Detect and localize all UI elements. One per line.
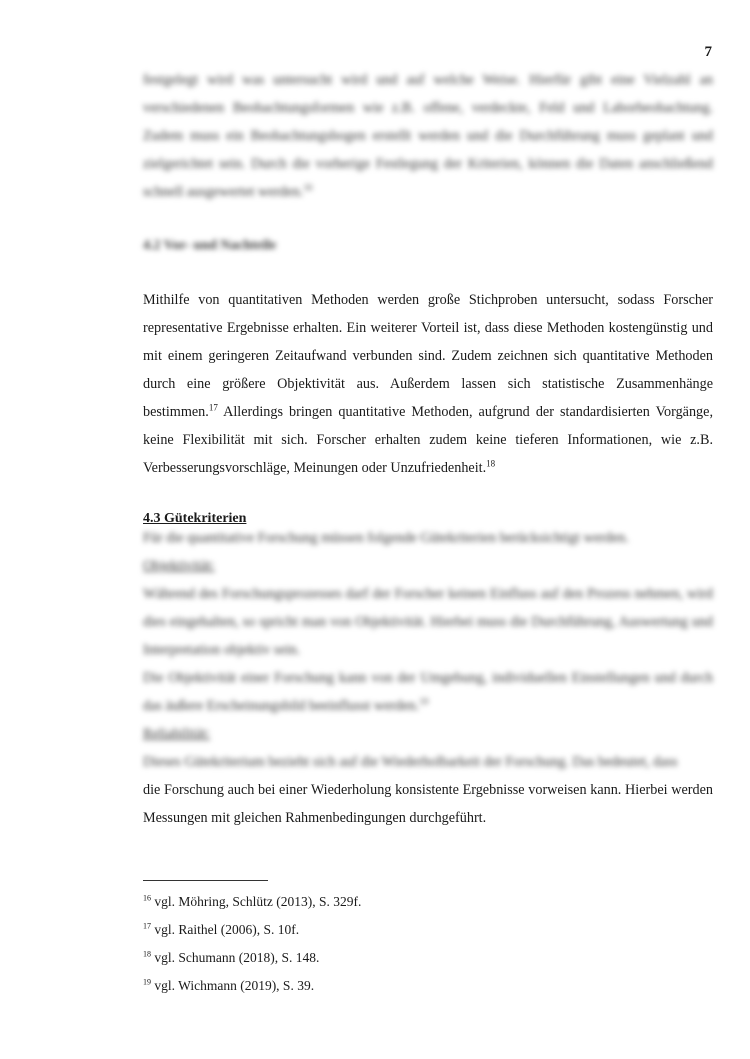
footnote-number: 16 (143, 893, 151, 903)
footnote-ref-18: 18 (486, 458, 496, 469)
footnote-number: 18 (143, 949, 151, 959)
section-4-2-paragraph (143, 286, 713, 482)
objectivity-label: Objektivität: (143, 558, 215, 574)
footnote-18 (143, 944, 713, 972)
footnote-ref-19: 19 (419, 696, 429, 707)
footnote-ref: 16 (303, 182, 313, 193)
section-heading-4-2: 4.2 Vor- und Nachteile (143, 238, 277, 253)
section-heading-4-3: 4.3 Gütekriterien (143, 511, 247, 526)
footnotes (143, 888, 713, 1000)
page-content (143, 66, 713, 832)
blurred-top-paragraph-text: festgelegt wird was untersucht wird und auf welche Weise. Hierfür gibt eine Vielzahl an verschiedenen Beobachtungsformen wie z.B. offene, verdeckte, Feld und Laborbeobachtung. Zudem muss ein Beobachtungsbogen erstellt werden und die Durchführung muss geplant und zielgerichtet sein. Durch die vorherige Festlegung der Kriterien, können die Daten anschließend schnell ausgewertet werden. (143, 72, 713, 200)
section-4-3-intro: Für die quantitative Forschung müssen folgende Gütekriterien berücksichtigt werden. (143, 530, 629, 546)
footnote-ref-17: 17 (208, 402, 218, 413)
objectivity-text-1: Während des Forschungsprozesses darf der Forscher keinen Einfluss auf den Prozess nehmen, wird dies eingehalten, so spricht man von Objektivität. Hierbei muss die Durchführung, Auswertung und Interpretation objektiv sein. (143, 586, 713, 658)
footnote-16 (143, 888, 713, 916)
footnote-separator (143, 880, 268, 881)
objectivity-text-2 (143, 664, 713, 720)
footnote-text: vgl. Wichmann (2019), S. 39. (151, 978, 315, 993)
objectivity-text-2-content: Die Objektivität einer Forschung kann von der Umgebung, individuellen Einstellungen und durch das äußere Erscheinungsbild beeinflusst werden. (143, 670, 713, 714)
footnote-number: 17 (143, 921, 151, 931)
reliability-text-blurred: Dieses Gütekriterium bezieht sich auf die Wiederholbarkeit der Forschung. Das bedeutet, dass (143, 754, 678, 770)
footnote-text: vgl. Raithel (2006), S. 10f. (151, 922, 300, 937)
footnote-19 (143, 972, 713, 1000)
footnote-number: 19 (143, 977, 151, 987)
reliability-label: Reliabilität: (143, 726, 210, 742)
footnote-text: vgl. Schumann (2018), S. 148. (151, 950, 320, 965)
reliability-text-visible: die Forschung auch bei einer Wiederholung konsistente Ergebnisse vorweisen kann. Hierbei werden Messungen mit gleichen Rahmenbedingungen durchgeführt. (143, 782, 713, 826)
paragraph-part-1: Mithilfe von quantitativen Methoden werden große Stichproben untersucht, sodass Forscher representative Ergebnisse erhalten. Ein weiterer Vorteil ist, dass diese Methoden kostengünstig und mit einem geringeren Zeitaufwand verbunden sind. Zudem zeichnen sich quantitative Methoden durch eine größere Objektivität aus. Außerdem lassen sich statistische Zusammenhänge bestimmen. (143, 292, 713, 420)
paragraph-part-2: Allerdings bringen quantitative Methoden, aufgrund der standardisierten Vorgänge, keine Flexibilität mit sich. Forscher erhalten zudem keine tieferen Informationen, wie z.B. Verbesserungsvorschläge, Meinungen oder Unzufriedenheit. (143, 404, 713, 476)
footnote-17 (143, 916, 713, 944)
page-number: 7 (704, 44, 712, 60)
footnote-text: vgl. Möhring, Schlütz (2013), S. 329f. (151, 894, 362, 909)
blurred-top-paragraph (143, 66, 713, 206)
